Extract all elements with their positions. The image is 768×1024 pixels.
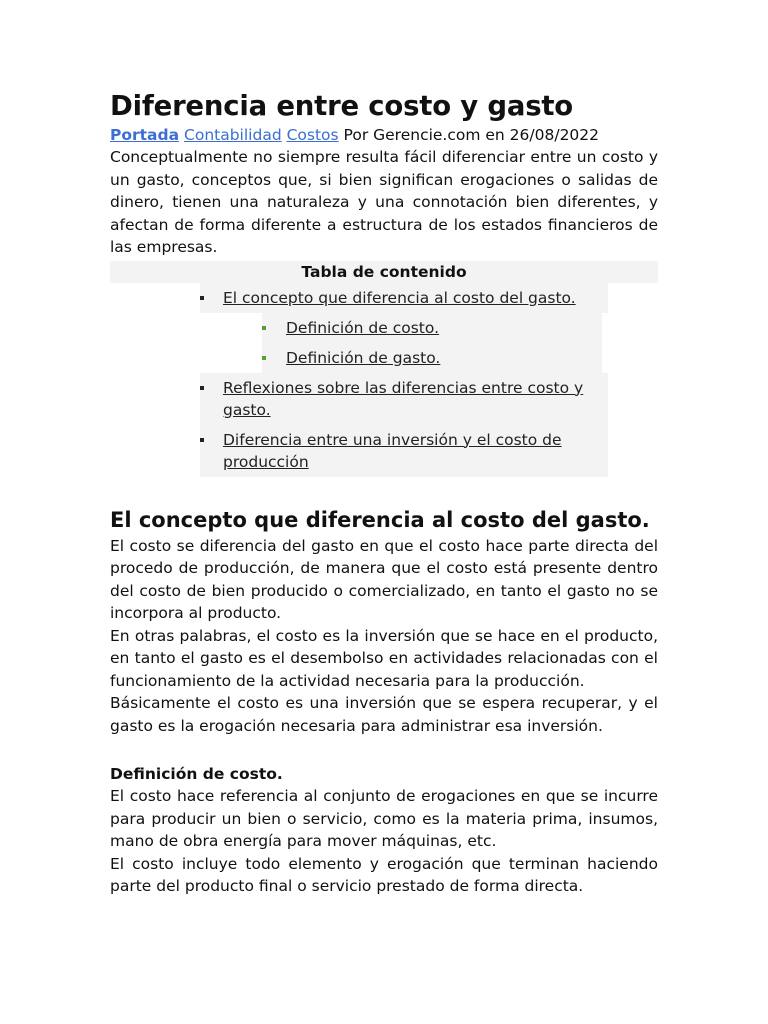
breadcrumb-home-link[interactable]: Portada [110, 126, 180, 144]
paragraph: Básicamente el costo es una inversión que se espera recuperar, y el gasto es la erogación necesaria para administrar esa inversión. [110, 694, 658, 735]
toc-link-definicion-gasto[interactable]: Definición de gasto. [286, 348, 441, 367]
toc-link-concepto[interactable]: El concepto que diferencia al costo del gasto. [223, 288, 576, 307]
bullet-icon [262, 356, 266, 360]
toc-title: Tabla de contenido [110, 261, 658, 283]
toc-item [200, 373, 608, 425]
bullet-icon [200, 438, 204, 442]
toc-item [262, 313, 602, 343]
toc-item [262, 343, 602, 373]
subsection-heading: Definición de costo. [110, 765, 283, 783]
article [110, 88, 658, 898]
toc-link-inversion[interactable]: Diferencia entre una inversión y el costo de producción [223, 430, 562, 471]
toc-item [200, 425, 608, 477]
paragraph: El costo hace referencia al conjunto de erogaciones en que se incurre para producir un bien o servicio, como es la materia prima, insumos, mano de obra energía para mover máquinas, etc. [110, 787, 658, 850]
bullet-icon [200, 386, 204, 390]
bullet-icon [200, 296, 204, 300]
paragraph: El costo se diferencia del gasto en que el costo hace parte directa del procedo de producción, de manera que el costo está presente dentro del costo de bien producido o comercializado, en tanto el gasto no se incorpora al producto. [110, 536, 658, 622]
breadcrumb-category-link[interactable]: Contabilidad [184, 126, 282, 144]
section-heading: El concepto que diferencia al costo del gasto. [110, 507, 650, 532]
page-title: Diferencia entre costo y gasto [110, 90, 574, 122]
intro-paragraph: Conceptualmente no siempre resulta fácil diferenciar entre un costo y un gasto, conceptos que, si bien significan erogaciones o salidas de dinero, tienen una naturaleza y una connotación bien diferentes, y afectan de forma diferente a estructura de los estados financieros de las empresas. [110, 148, 658, 256]
toc-list [110, 283, 658, 477]
toc-link-definicion-costo[interactable]: Definición de costo. [286, 318, 440, 337]
bullet-icon [262, 326, 266, 330]
breadcrumb-subcategory-link[interactable]: Costos [286, 126, 339, 144]
toc-item [200, 283, 608, 313]
paragraph: El costo incluye todo elemento y erogación que terminan haciendo parte del producto final o servicio prestado de forma directa. [110, 854, 658, 895]
toc-link-reflexiones[interactable]: Reflexiones sobre las diferencias entre costo y gasto. [223, 378, 584, 419]
paragraph: En otras palabras, el costo es la inversión que se hace en el producto, en tanto el gasto es el desembolso en actividades relacionadas con el funcionamiento de la actividad necesaria para la producción. [110, 626, 658, 690]
table-of-contents [110, 261, 658, 477]
byline: Por Gerencie.com en 26/08/2022 [338, 126, 600, 144]
breadcrumb [110, 124, 658, 146]
